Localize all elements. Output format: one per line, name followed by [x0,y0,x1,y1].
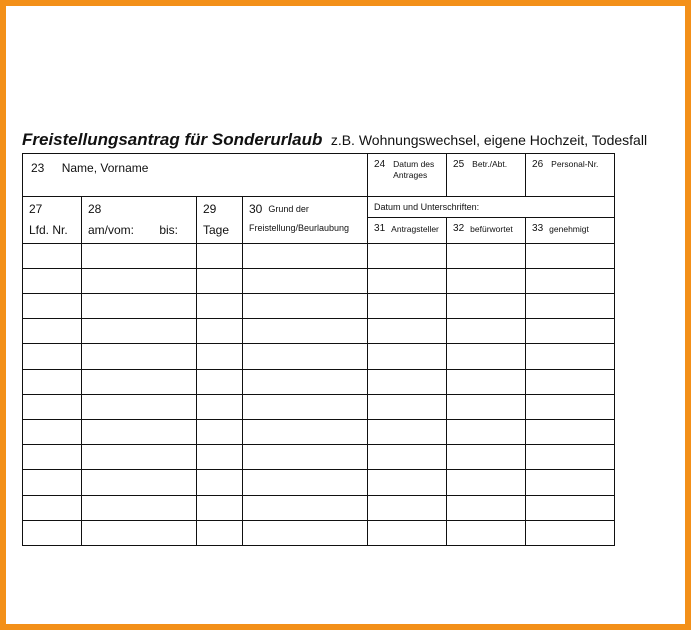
cell-reason[interactable] [243,319,368,344]
col-header-endorsed [447,218,526,243]
cell-applicant-signature[interactable] [368,294,447,319]
col-28-label-from: am/vom: [88,223,135,238]
cell-reason[interactable] [243,268,368,293]
table-row [23,319,615,344]
cell-endorsed-signature[interactable] [447,319,526,344]
cell-applicant-signature[interactable] [368,419,447,444]
cell-approved-signature[interactable] [526,470,615,495]
table-row [23,294,615,319]
col-31-number: 31 [374,223,386,235]
table-row [23,419,615,444]
cell-serial-number[interactable] [23,268,82,293]
table-row [23,445,615,470]
cell-serial-number[interactable] [23,445,82,470]
cell-approved-signature[interactable] [526,394,615,419]
cell-serial-number[interactable] [23,243,82,268]
table-row [23,369,615,394]
table-row [23,394,615,419]
field-25-label: Betr./Abt. [472,159,508,169]
cell-days[interactable] [197,419,243,444]
table-row [23,243,615,268]
cell-date-range[interactable] [82,520,197,545]
field-24-label-line2: Antrages [393,169,428,180]
cell-date-range[interactable] [82,470,197,495]
cell-reason[interactable] [243,470,368,495]
cell-reason[interactable] [243,495,368,520]
cell-days[interactable] [197,470,243,495]
col-30-number: 30 [249,202,263,217]
col-33-number: 33 [532,223,544,235]
col-27-label: Lfd. Nr. [29,223,68,238]
field-department[interactable] [447,154,526,197]
cell-date-range[interactable] [82,369,197,394]
cell-date-range[interactable] [82,319,197,344]
cell-date-range[interactable] [82,344,197,369]
cell-approved-signature[interactable] [526,520,615,545]
cell-approved-signature[interactable] [526,294,615,319]
cell-approved-signature[interactable] [526,243,615,268]
cell-applicant-signature[interactable] [368,394,447,419]
cell-days[interactable] [197,394,243,419]
cell-endorsed-signature[interactable] [447,394,526,419]
cell-endorsed-signature[interactable] [447,369,526,394]
table-row [23,470,615,495]
field-request-date[interactable] [368,154,447,197]
col-header-days [197,197,243,243]
field-24-number: 24 [374,159,386,170]
cell-approved-signature[interactable] [526,495,615,520]
col-header-applicant [368,218,447,243]
col-28-number: 28 [88,202,102,217]
cell-days[interactable] [197,319,243,344]
cell-date-range[interactable] [82,495,197,520]
cell-approved-signature[interactable] [526,419,615,444]
cell-endorsed-signature[interactable] [447,268,526,293]
field-23-number: 23 [31,161,45,175]
cell-applicant-signature[interactable] [368,319,447,344]
cell-serial-number[interactable] [23,419,82,444]
col-30-label-line1: Grund der [268,204,309,215]
cell-days[interactable] [197,243,243,268]
cell-days[interactable] [197,445,243,470]
table-row [23,520,615,545]
col-29-label: Tage [203,223,230,238]
signatures-label: Datum und Unterschriften: [374,202,480,213]
cell-date-range[interactable] [82,394,197,419]
field-24-label-line1: Datum des [393,159,435,169]
cell-endorsed-signature[interactable] [447,470,526,495]
table-row [23,268,615,293]
cell-reason[interactable] [243,394,368,419]
col-32-number: 32 [453,223,465,235]
cell-approved-signature[interactable] [526,344,615,369]
cell-applicant-signature[interactable] [368,268,447,293]
col-33-label: genehmigt [549,224,589,235]
col-27-number: 27 [29,202,43,217]
leave-request-form [22,153,615,546]
cell-approved-signature[interactable] [526,445,615,470]
cell-reason[interactable] [243,344,368,369]
table-row [23,344,615,369]
field-26-label: Personal-Nr. [551,159,599,169]
cell-days[interactable] [197,268,243,293]
cell-serial-number[interactable] [23,495,82,520]
cell-approved-signature[interactable] [526,268,615,293]
cell-serial-number[interactable] [23,369,82,394]
cell-applicant-signature[interactable] [368,520,447,545]
table-row [23,495,615,520]
cell-serial-number[interactable] [23,294,82,319]
cell-endorsed-signature[interactable] [447,419,526,444]
cell-applicant-signature[interactable] [368,344,447,369]
form-title-subtitle: z.B. Wohnungswechsel, eigene Hochzeit, Todesfall [330,132,648,148]
cell-approved-signature[interactable] [526,369,615,394]
cell-approved-signature[interactable] [526,319,615,344]
cell-endorsed-signature[interactable] [447,294,526,319]
col-header-serial-number [23,197,82,243]
col-header-date-range [82,197,197,243]
cell-applicant-signature[interactable] [368,470,447,495]
form-title-main: Freistellungsantrag für Sonderurlaub [22,130,323,149]
cell-days[interactable] [197,369,243,394]
field-personnel-number[interactable] [526,154,615,197]
col-31-label: Antragsteller [391,224,439,235]
col-header-reason [243,197,368,243]
cell-days[interactable] [197,520,243,545]
cell-reason[interactable] [243,520,368,545]
cell-applicant-signature[interactable] [368,445,447,470]
cell-date-range[interactable] [82,445,197,470]
cell-serial-number[interactable] [23,344,82,369]
cell-endorsed-signature[interactable] [447,344,526,369]
cell-endorsed-signature[interactable] [447,445,526,470]
cell-serial-number[interactable] [23,470,82,495]
col-32-label: befürwortet [470,224,513,235]
signatures-header [368,197,615,218]
field-25-number: 25 [453,159,465,170]
cell-date-range[interactable] [82,294,197,319]
col-30-label-line2: Freistellung/Beurlaubung [249,223,350,234]
cell-reason[interactable] [243,243,368,268]
field-name[interactable] [23,154,368,197]
cell-days[interactable] [197,294,243,319]
cell-date-range[interactable] [82,419,197,444]
cell-date-range[interactable] [82,243,197,268]
cell-applicant-signature[interactable] [368,495,447,520]
cell-serial-number[interactable] [23,520,82,545]
cell-days[interactable] [197,495,243,520]
field-23-label: Name, Vorname [61,161,149,175]
cell-reason[interactable] [243,419,368,444]
cell-applicant-signature[interactable] [368,369,447,394]
cell-serial-number[interactable] [23,319,82,344]
cell-reason[interactable] [243,445,368,470]
cell-reason[interactable] [243,294,368,319]
cell-date-range[interactable] [82,268,197,293]
cell-applicant-signature[interactable] [368,243,447,268]
cell-days[interactable] [197,344,243,369]
form-title [22,130,647,150]
cell-serial-number[interactable] [23,394,82,419]
cell-reason[interactable] [243,369,368,394]
col-28-label-to: bis: [159,223,178,238]
cell-endorsed-signature[interactable] [447,495,526,520]
col-29-number: 29 [203,202,217,217]
col-header-approved [526,218,615,243]
field-26-number: 26 [532,159,544,170]
cell-endorsed-signature[interactable] [447,243,526,268]
cell-endorsed-signature[interactable] [447,520,526,545]
